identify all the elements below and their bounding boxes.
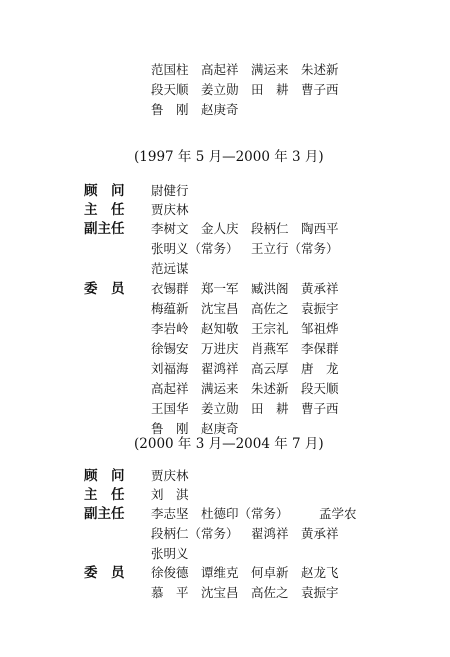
role-label-advisor: 顾 问 bbox=[84, 468, 125, 484]
person-name: 段天顺 bbox=[301, 381, 339, 396]
person-name: 翟鸿祥 bbox=[201, 361, 239, 376]
person-name: 满运来 bbox=[251, 62, 289, 77]
person-name: 唐 龙 bbox=[301, 361, 339, 376]
person-name: 沈宝昌 bbox=[201, 585, 239, 600]
person-name: 张明义 bbox=[151, 546, 189, 561]
person-name: 陶西平 bbox=[301, 221, 339, 236]
person-name: 何卓新 bbox=[251, 565, 289, 580]
person-name: 梅蕴新 bbox=[151, 301, 189, 316]
person-name: 朱述新 bbox=[251, 381, 289, 396]
person-name: 尉健行 bbox=[151, 183, 189, 198]
person-name: 赵龙飞 bbox=[301, 565, 339, 580]
person-name: 高云厚 bbox=[251, 361, 289, 376]
person-name: 田 耕 bbox=[251, 82, 289, 97]
person-name: 段柄仁（常务） bbox=[151, 526, 239, 541]
person-name: 李树文 bbox=[151, 221, 189, 236]
person-name: 沈宝昌 bbox=[201, 301, 239, 316]
person-name: 张明义（常务） bbox=[151, 241, 239, 256]
person-name: 慕 平 bbox=[151, 585, 189, 600]
person-name: 范国柱 bbox=[151, 62, 189, 77]
person-name: 李岩岭 bbox=[151, 321, 189, 336]
role-label-director: 主 任 bbox=[84, 487, 125, 503]
person-name: 徐锡安 bbox=[151, 341, 189, 356]
person-name: 黄承祥 bbox=[301, 281, 339, 296]
person-name: 袁振宇 bbox=[301, 301, 339, 316]
section-period-heading: (2000 年 3 月—2004 年 7 月) bbox=[134, 436, 324, 452]
person-name: 黄承祥 bbox=[301, 526, 339, 541]
person-name: 曹子西 bbox=[301, 82, 339, 97]
person-name: 翟鸿祥 bbox=[251, 526, 289, 541]
person-name: 郑一军 bbox=[201, 281, 239, 296]
role-label-advisor: 顾 问 bbox=[84, 183, 125, 199]
role-label-vice-director: 副主任 bbox=[84, 506, 125, 522]
role-label-member: 委 员 bbox=[84, 281, 125, 297]
person-name: 臧洪阁 bbox=[251, 281, 289, 296]
person-name: 徐俊德 bbox=[151, 565, 189, 580]
person-name: 肖燕军 bbox=[251, 341, 289, 356]
person-name: 高起祥 bbox=[151, 381, 189, 396]
person-name: 曹子西 bbox=[301, 401, 339, 416]
person-name: 高佐之 bbox=[251, 585, 289, 600]
role-label-vice-director: 副主任 bbox=[84, 221, 125, 237]
person-name: 贾庆林 bbox=[151, 468, 189, 483]
role-label-member: 委 员 bbox=[84, 565, 125, 581]
person-name: 朱述新 bbox=[301, 62, 339, 77]
person-name: 袁振宇 bbox=[301, 585, 339, 600]
person-name: 杜德印（常务） bbox=[201, 506, 289, 521]
role-label-director: 主 任 bbox=[84, 202, 125, 218]
person-name: 赵知敬 bbox=[201, 321, 239, 336]
person-name: 李志坚 bbox=[151, 506, 189, 521]
person-name: 孟学农 bbox=[319, 506, 357, 521]
person-name: 赵庚奇 bbox=[201, 421, 239, 436]
person-name: 姜立勋 bbox=[201, 401, 239, 416]
person-name: 王国华 bbox=[151, 401, 189, 416]
person-name: 贾庆林 bbox=[151, 202, 189, 217]
person-name: 王立行（常务） bbox=[251, 241, 339, 256]
section-period-heading: (1997 年 5 月—2000 年 3 月) bbox=[134, 149, 324, 165]
person-name: 谭维克 bbox=[201, 565, 239, 580]
person-name: 段天顺 bbox=[151, 82, 189, 97]
person-name: 衣锡群 bbox=[151, 281, 189, 296]
person-name: 赵庚奇 bbox=[201, 102, 239, 117]
person-name: 高佐之 bbox=[251, 301, 289, 316]
person-name: 鲁 刚 bbox=[151, 421, 189, 436]
person-name: 邹祖烨 bbox=[301, 321, 339, 336]
person-name: 李保群 bbox=[301, 341, 339, 356]
person-name: 满运来 bbox=[201, 381, 239, 396]
person-name: 范远谋 bbox=[151, 261, 189, 276]
person-name: 刘 淇 bbox=[151, 487, 189, 502]
person-name: 鲁 刚 bbox=[151, 102, 189, 117]
person-name: 段柄仁 bbox=[251, 221, 289, 236]
person-name: 万进庆 bbox=[201, 341, 239, 356]
person-name: 姜立勋 bbox=[201, 82, 239, 97]
person-name: 王宗礼 bbox=[251, 321, 289, 336]
person-name: 金人庆 bbox=[201, 221, 239, 236]
person-name: 高起祥 bbox=[201, 62, 239, 77]
person-name: 刘福海 bbox=[151, 361, 189, 376]
person-name: 田 耕 bbox=[251, 401, 289, 416]
